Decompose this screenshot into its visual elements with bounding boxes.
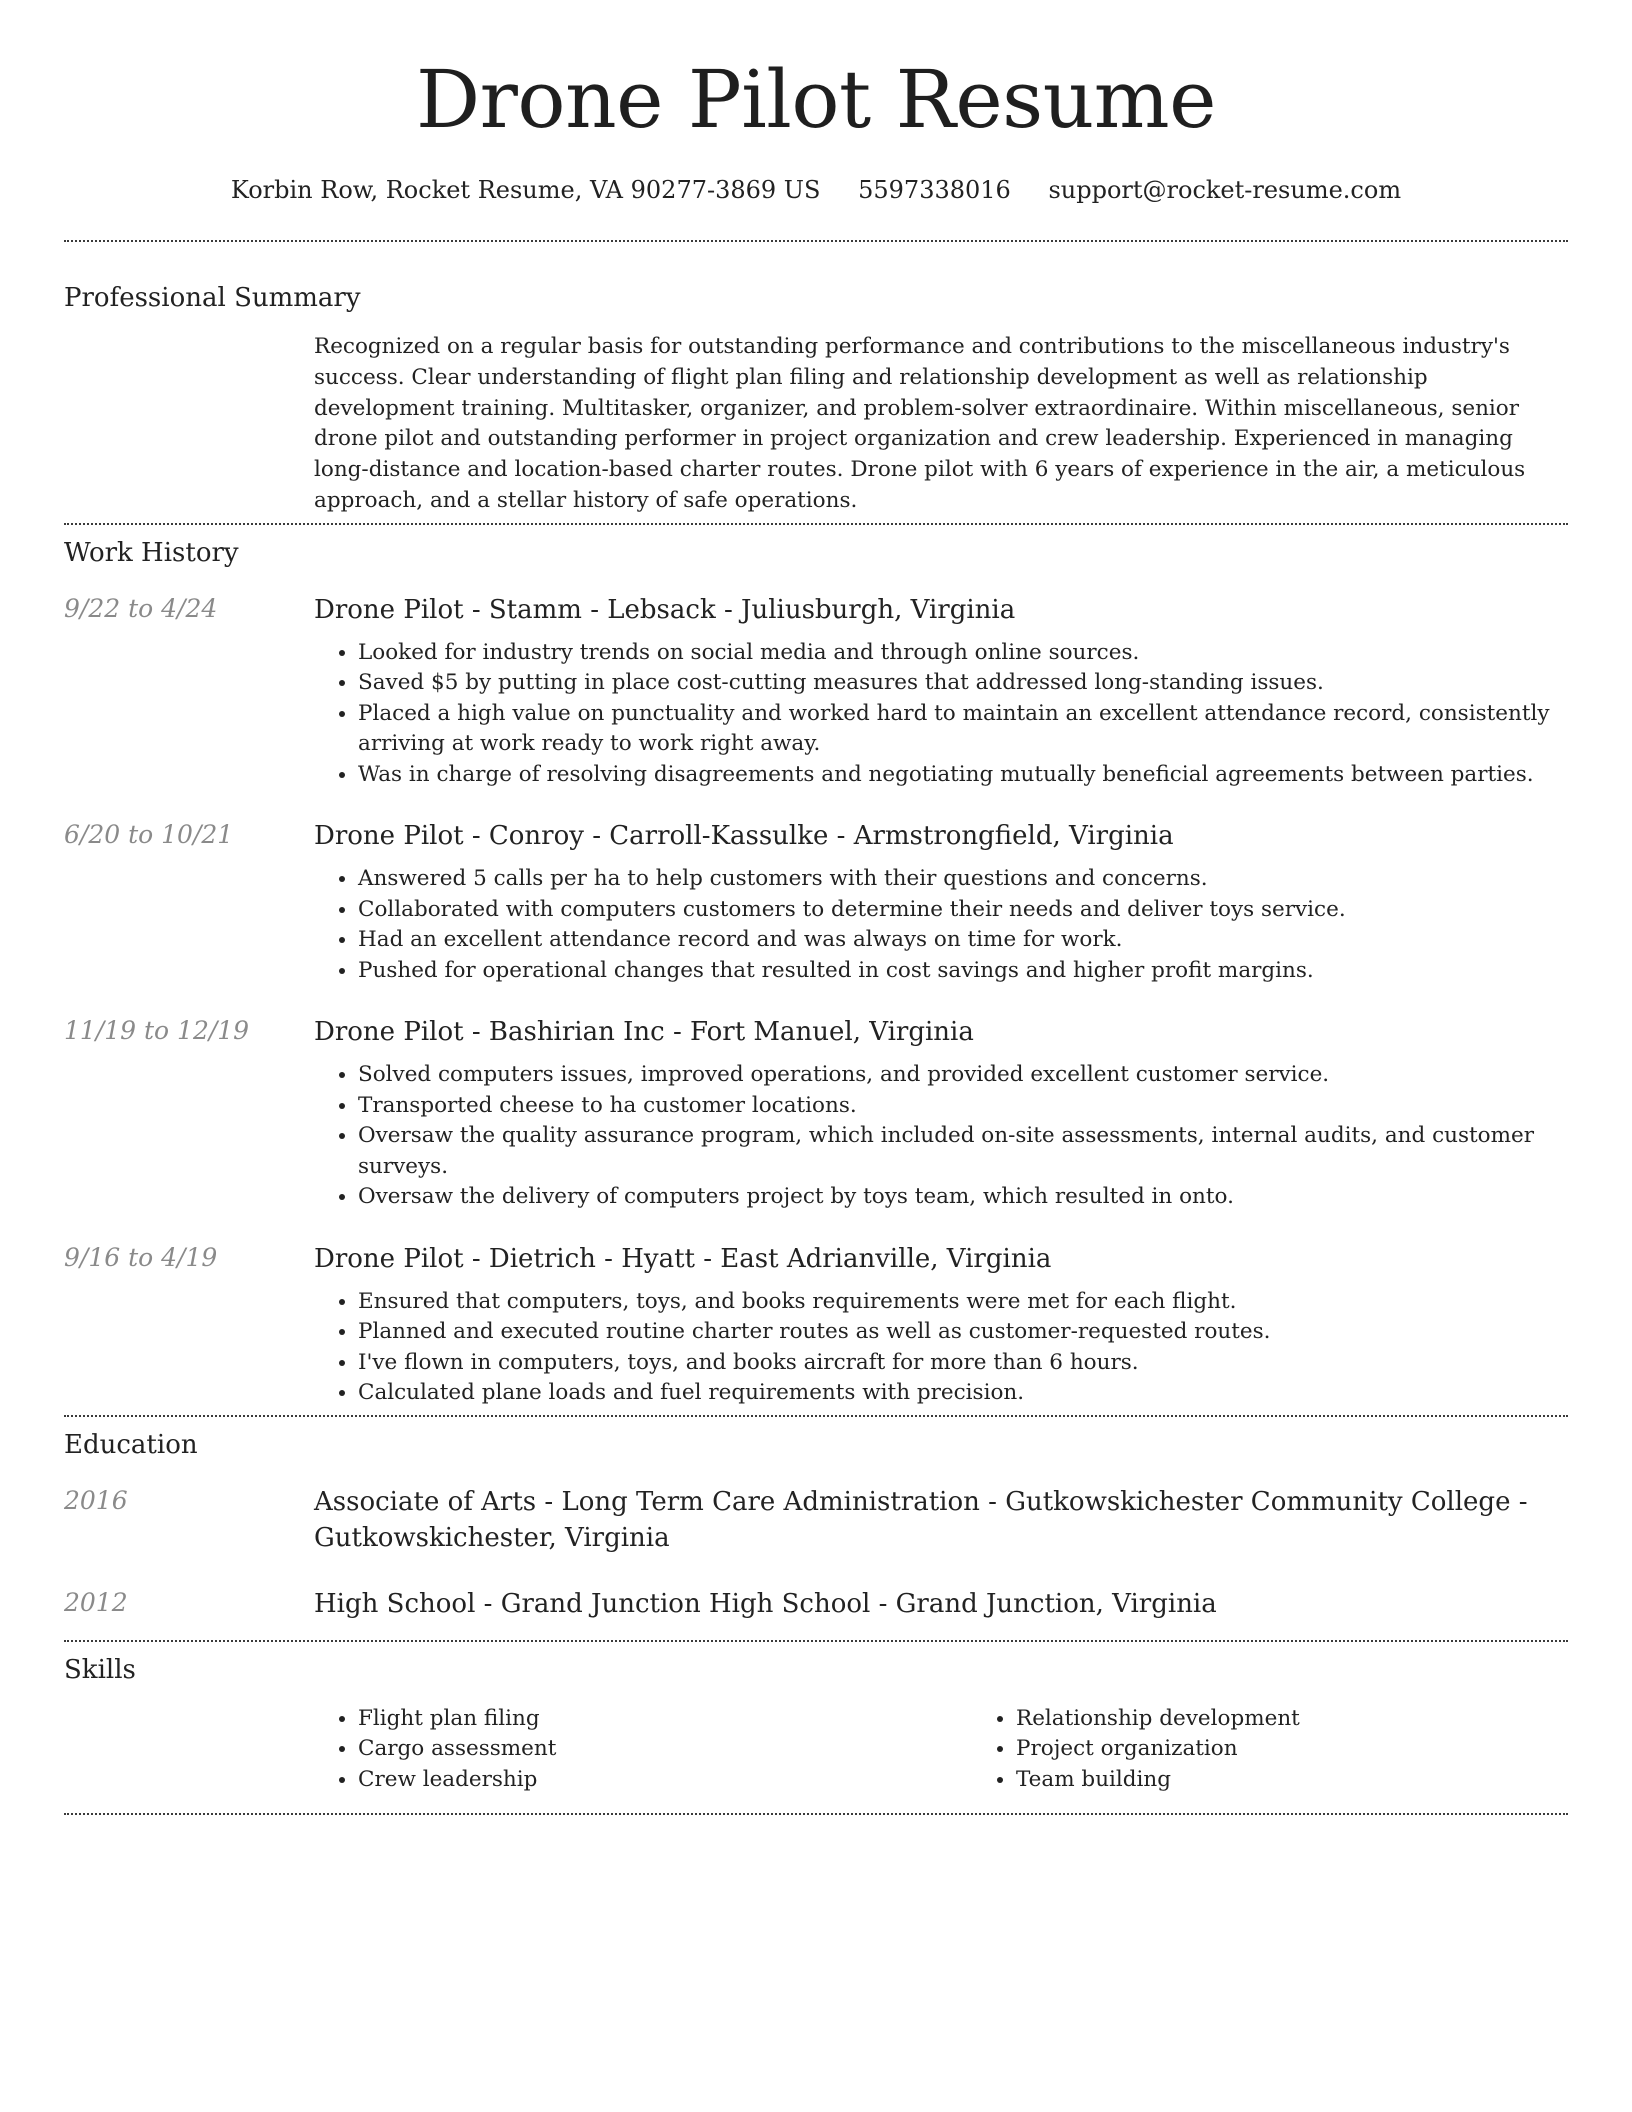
education-text: Associate of Arts - Long Term Care Administration - Gutkowskichester Community College - Gutkowskichester, Virginia [314, 1486, 1528, 1553]
skill-item: • Flight plan filing [358, 1704, 972, 1735]
list-item: • Answered 5 calls per ha to help customers with their questions and concerns. [358, 864, 1568, 895]
list-item: • Looked for industry trends on social media and through online sources. [358, 638, 1568, 669]
skill-item: • Crew leadership [358, 1765, 972, 1796]
list-item: • Was in charge of resolving disagreements and negotiating mutually beneficial agreements between parties. [358, 760, 1568, 791]
education-section [64, 1429, 1568, 1622]
divider [64, 1415, 1568, 1417]
job-dates: 6/20 to 10/21 [64, 820, 234, 850]
skill-item: • Project organization [1016, 1734, 1630, 1765]
contact-line [64, 174, 1568, 206]
job-entry [64, 1014, 1568, 1213]
list-item: • Planned and executed routine charter routes as well as customer-requested routes. [358, 1317, 1568, 1348]
job-dates: 11/19 to 12/19 [64, 1016, 250, 1046]
education-year: 2012 [64, 1587, 128, 1617]
work-history-section [64, 537, 1568, 1409]
list-item: • Had an excellent attendance record and was always on time for work. [358, 925, 1568, 956]
job-bullets [314, 1287, 1568, 1409]
job-bullets [314, 1060, 1568, 1213]
skills-list-left [314, 1704, 972, 1796]
skills-columns [314, 1704, 1630, 1796]
job-title: Drone Pilot - Dietrich - Hyatt - East Adrianville, Virginia [314, 1243, 1052, 1274]
job-entry [64, 818, 1568, 986]
education-text: High School - Grand Junction High School - Grand Junction, Virginia [314, 1588, 1217, 1619]
list-item: • Ensured that computers, toys, and books requirements were met for each flight. [358, 1287, 1568, 1318]
contact-address: Korbin Row, Rocket Resume, VA 90277-3869 US [230, 176, 821, 204]
job-entry [64, 1241, 1568, 1409]
contact-phone: 5597338016 [858, 176, 1011, 204]
job-bullets [314, 864, 1568, 986]
contact-email: support@rocket-resume.com [1048, 176, 1402, 204]
list-item: • Transported cheese to ha customer locations. [358, 1091, 1568, 1122]
divider [64, 240, 1568, 242]
resume-title: Drone Pilot Resume [416, 53, 1216, 146]
section-title-education: Education [64, 1429, 198, 1460]
list-item: • Oversaw the delivery of computers project by toys team, which resulted in onto. [358, 1182, 1568, 1213]
job-title: Drone Pilot - Bashirian Inc - Fort Manuel, Virginia [314, 1017, 974, 1048]
job-bullets [314, 638, 1568, 791]
skill-item: • Team building [1016, 1765, 1630, 1796]
list-item: • Collaborated with computers customers to determine their needs and deliver toys service. [358, 895, 1568, 926]
job-title: Drone Pilot - Stamm - Lebsack - Juliusburgh, Virginia [314, 594, 1016, 625]
divider [64, 523, 1568, 525]
job-dates: 9/22 to 4/24 [64, 593, 218, 623]
section-title-skills: Skills [64, 1654, 136, 1685]
skills-section [64, 1654, 1568, 1796]
list-item: • Pushed for operational changes that resulted in cost savings and higher profit margins. [358, 956, 1568, 987]
divider [64, 1640, 1568, 1642]
section-title-work: Work History [64, 537, 239, 568]
skill-item: • Relationship development [1016, 1704, 1630, 1735]
list-item: • Placed a high value on punctuality and worked hard to maintain an excellent attendance record, consistently arriving at work ready to work right away. [358, 699, 1568, 760]
job-dates: 9/16 to 4/19 [64, 1242, 218, 1272]
job-title: Drone Pilot - Conroy - Carroll-Kassulke - Armstrongfield, Virginia [314, 821, 1174, 852]
divider [64, 1813, 1568, 1815]
summary-section [64, 282, 1568, 517]
education-year: 2016 [64, 1485, 128, 1515]
list-item: • Saved $5 by putting in place cost-cutting measures that addressed long-standing issues. [358, 668, 1568, 699]
list-item: • Calculated plane loads and fuel requirements with precision. [358, 1378, 1568, 1409]
job-entry [64, 592, 1568, 791]
list-item: • Solved computers issues, improved operations, and provided excellent customer service. [358, 1060, 1568, 1091]
skill-item: • Cargo assessment [358, 1734, 972, 1765]
education-entry [64, 1586, 1568, 1622]
section-title-summary: Professional Summary [64, 283, 361, 313]
list-item: • I've flown in computers, toys, and books aircraft for more than 6 hours. [358, 1348, 1568, 1379]
skills-list-right [972, 1704, 1630, 1796]
list-item: • Oversaw the quality assurance program, which included on-site assessments, internal audits, and customer surveys. [358, 1121, 1568, 1182]
education-entry [64, 1484, 1568, 1556]
summary-text: Recognized on a regular basis for outstanding performance and contributions to the miscellaneous industry's success. Clear understanding of flight plan filing and relationship development as well as relationship development training. Multitasker, organizer, and problem-solver extraordinaire. Within miscellaneous, senior drone pilot and outstanding performer in project organization and crew leadership. Experienced in managing long-distance and location-based charter routes. Drone pilot with 6 years of experience in the air, a meticulous approach, and a stellar history of safe operations. [314, 334, 1526, 513]
